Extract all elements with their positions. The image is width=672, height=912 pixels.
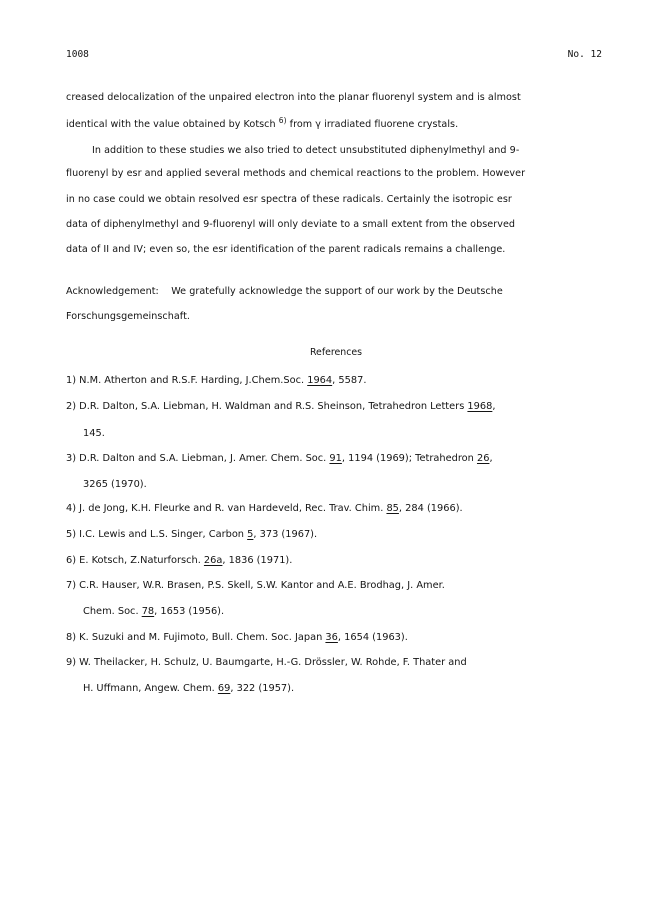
reference-3: 3) D.R. Dalton and S.A. Liebman, J. Amer. Chem. Soc. 91, 1194 (1969); Tetrahedron 26, xyxy=(66,453,493,464)
reference-7: 7) C.R. Hauser, W.R. Brasen, P.S. Skell, S.W. Kantor and A.E. Brodhag, J. Amer. xyxy=(66,580,445,591)
reference-9-cont: H. Uffmann, Angew. Chem. 69, 322 (1957). xyxy=(83,683,295,694)
reference-3-cont: 3265 (1970). xyxy=(83,479,147,490)
body-line: fluorenyl by esr and applied several methods and chemical reactions to the problem. However xyxy=(66,168,526,179)
body-line: identical with the value obtained by Kotsch $^{6)}$ from γ irradiated fluorene crystals. xyxy=(66,116,459,131)
body-line: data of diphenylmethyl and 9-fluorenyl will only deviate to a small extent from the observed xyxy=(66,219,516,230)
page-number: 1008 xyxy=(66,49,89,60)
citation-superscript: 6) xyxy=(278,116,287,125)
reference-5: 5) I.C. Lewis and L.S. Singer, Carbon 5, 373 (1967). xyxy=(66,529,318,540)
reference-1: 1) N.M. Atherton and R.S.F. Harding, J.Chem.Soc. 1964, 5587. xyxy=(66,375,367,386)
reference-2-cont: 145. xyxy=(83,428,105,439)
acknowledgement: Acknowledgement: We gratefully acknowledge the support of our work by the Deutsche xyxy=(66,286,503,297)
reference-8: 8) K. Suzuki and M. Fujimoto, Bull. Chem. Soc. Japan 36, 1654 (1963). xyxy=(66,632,408,643)
body-line: creased delocalization of the unpaired electron into the planar fluorenyl system and is almost xyxy=(66,92,521,103)
reference-9: 9) W. Theilacker, H. Schulz, U. Baumgarte, H.-G. Drössler, W. Rohde, F. Thater and xyxy=(66,657,467,668)
body-line: In addition to these studies we also tried to detect unsubstituted diphenylmethyl and 9- xyxy=(92,145,520,156)
reference-6: 6) E. Kotsch, Z.Naturforsch. 26a, 1836 (1971). xyxy=(66,555,293,566)
reference-7-cont: Chem. Soc. 78, 1653 (1956). xyxy=(83,606,225,617)
body-line: data of II and IV; even so, the esr identification of the parent radicals remains a challenge. xyxy=(66,244,506,255)
acknowledgement-cont: Forschungsgemeinschaft. xyxy=(66,311,190,322)
references-heading: References xyxy=(309,347,363,358)
issue-number: No. 12 xyxy=(567,49,602,60)
body-line: in no case could we obtain resolved esr spectra of these radicals. Certainly the isotropic esr xyxy=(66,194,512,205)
reference-4: 4) J. de Jong, K.H. Fleurke and R. van Hardeveld, Rec. Trav. Chim. 85, 284 (1966). xyxy=(66,503,463,514)
reference-2: 2) D.R. Dalton, S.A. Liebman, H. Waldman and R.S. Sheinson, Tetrahedron Letters 1968, xyxy=(66,401,496,412)
